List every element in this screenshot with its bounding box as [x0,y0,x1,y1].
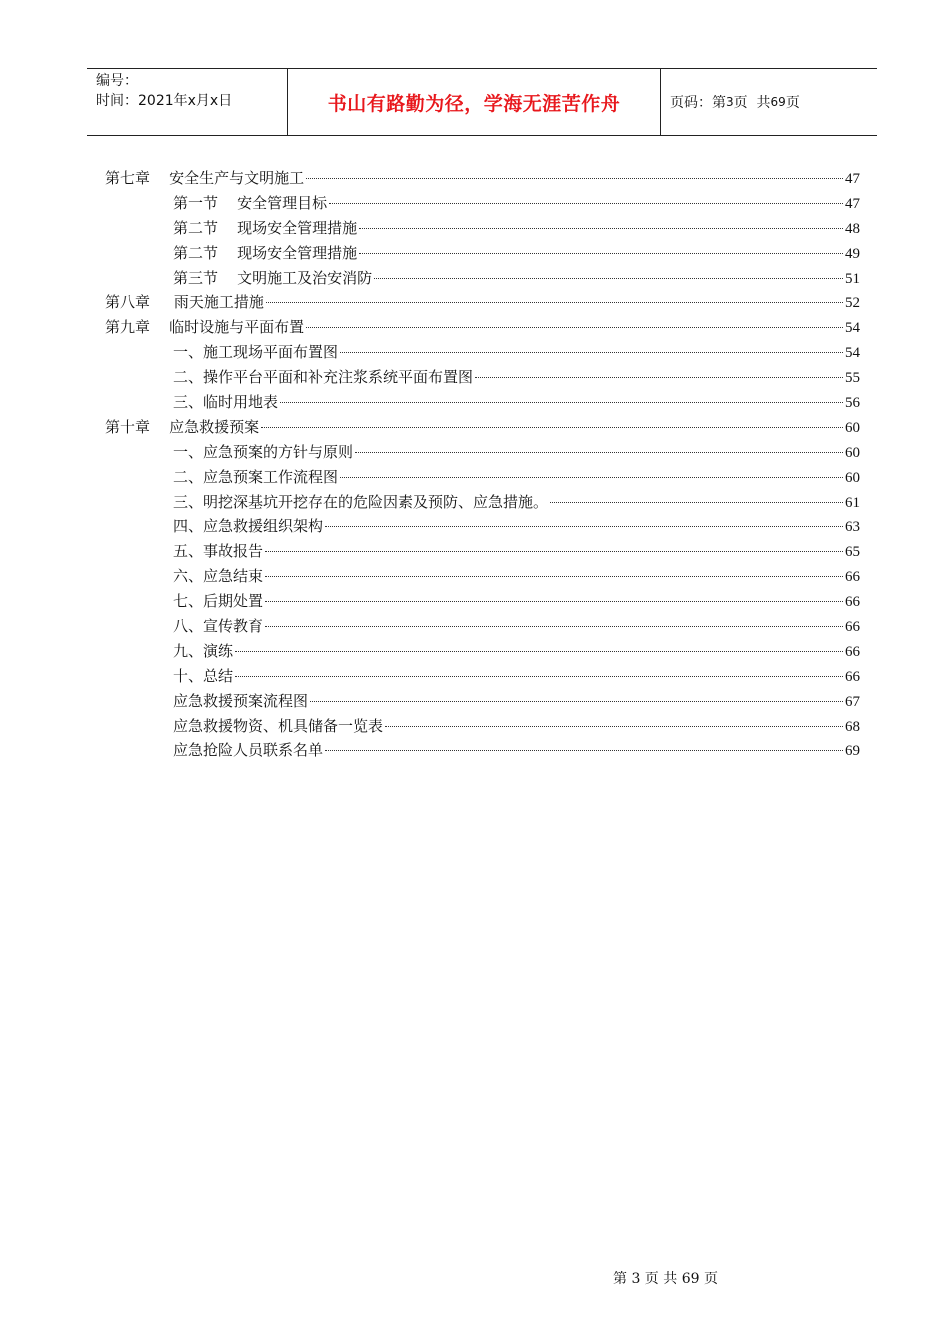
toc-entry-label: 四、应急救援组织架构 [173,517,324,536]
table-of-contents [105,166,860,763]
toc-entry-label: 第九章 临时设施与平面布置 [105,318,305,337]
toc-entry[interactable] [105,639,860,664]
toc-entry[interactable] [105,390,860,415]
toc-entry[interactable] [105,241,860,266]
header-page-mid: 页 共 [733,95,771,111]
toc-entry[interactable] [105,589,860,614]
toc-entry-page: 51 [845,270,860,287]
toc-entry-label: 第三节 文明施工及治安消防 [173,268,373,287]
toc-entry-page: 55 [845,370,860,387]
toc-entry[interactable] [105,514,860,539]
header-meta [87,69,288,135]
toc-entry-label: 五、事故报告 [173,542,264,561]
toc-dot-leader [385,726,843,727]
toc-dot-leader [306,327,843,328]
toc-entry-label: 十、总结 [173,666,234,685]
toc-entry-page: 66 [845,668,860,685]
toc-dot-leader [325,526,843,527]
toc-entry[interactable] [105,614,860,639]
toc-entry-label: 三、明挖深基坑开挖存在的危险因素及预防、应急措施。 [173,492,549,511]
toc-entry-page: 60 [845,444,860,461]
toc-entry-page: 67 [845,693,860,710]
header-motto-cell [288,69,661,135]
toc-entry[interactable] [105,266,860,291]
header-page-suffix: 页 [785,95,800,111]
toc-entry[interactable] [105,440,860,465]
toc-dot-leader [329,203,843,204]
toc-entry[interactable] [105,216,860,241]
toc-entry-label: 应急救援物资、机具储备一览表 [173,716,384,735]
toc-dot-leader [265,626,843,627]
header-time-label: 时间：2021年x月x日 [96,93,233,109]
toc-entry-label: 二、应急预案工作流程图 [173,467,339,486]
toc-dot-leader [340,352,843,353]
toc-dot-leader [355,452,843,453]
toc-entry[interactable] [105,340,860,365]
toc-dot-leader [325,750,843,751]
toc-entry[interactable] [105,738,860,763]
toc-entry-page: 49 [845,245,860,262]
toc-entry[interactable] [105,539,860,564]
toc-entry-page: 48 [845,220,860,237]
toc-entry[interactable] [105,415,860,440]
toc-dot-leader [374,278,843,279]
toc-entry[interactable] [105,290,860,315]
toc-entry-label: 第七章 安全生产与文明施工 [105,169,305,187]
toc-entry[interactable] [105,714,860,739]
toc-entry[interactable] [105,315,860,340]
toc-entry-page: 52 [845,295,860,312]
toc-dot-leader [265,576,843,577]
toc-dot-leader [340,477,843,478]
toc-entry[interactable] [105,689,860,714]
toc-dot-leader [280,402,843,403]
toc-entry-page: 60 [845,419,860,436]
toc-entry-label: 九、演练 [173,641,234,660]
toc-dot-leader [359,228,843,229]
toc-dot-leader [235,676,843,677]
toc-entry-page: 61 [845,494,860,511]
toc-entry-page: 60 [845,469,860,486]
footer-page-number: 第 3 页 共 69 页 [613,1271,718,1287]
toc-entry-page: 68 [845,718,860,735]
toc-entry-page: 66 [845,569,860,586]
toc-entry-label: 一、应急预案的方针与原则 [173,442,354,461]
toc-entry-page: 66 [845,619,860,636]
toc-dot-leader [235,651,843,652]
toc-entry[interactable] [105,564,860,589]
toc-entry-page: 63 [845,519,860,536]
toc-dot-leader [265,601,843,602]
toc-entry-page: 69 [845,743,860,760]
toc-dot-leader [265,551,843,552]
toc-dot-leader [475,377,843,378]
header-page-total: 69 [770,95,786,109]
toc-entry-page: 47 [845,195,860,212]
toc-entry-label: 第二节 现场安全管理措施 [173,218,358,237]
toc-entry-page: 47 [845,171,860,187]
toc-entry-label: 二、操作平台平面和补充注浆系统平面布置图 [173,368,474,387]
toc-entry[interactable] [105,465,860,490]
toc-entry-label: 第二节 现场安全管理措施 [173,243,358,262]
toc-entry[interactable] [105,365,860,390]
page-header [87,68,877,136]
toc-dot-leader [550,502,843,503]
toc-dot-leader [359,253,843,254]
toc-entry-label: 第一节 安全管理目标 [173,193,328,212]
toc-entry-page: 66 [845,643,860,660]
toc-entry[interactable] [105,191,860,216]
toc-entry[interactable] [105,490,860,515]
toc-entry-label: 第十章 应急救援预案 [105,417,260,436]
toc-entry[interactable] [105,166,860,191]
toc-dot-leader [261,427,843,428]
toc-entry-page: 54 [845,320,860,337]
toc-entry[interactable] [105,664,860,689]
toc-dot-leader [266,302,843,303]
header-number-label: 编号： [96,73,138,89]
toc-dot-leader [310,701,843,702]
toc-entry-page: 66 [845,594,860,611]
toc-entry-label: 三、临时用地表 [173,393,279,412]
header-motto: 书山有路勤为径，学海无涯苦作舟 [327,92,621,115]
toc-entry-page: 65 [845,544,860,561]
toc-entry-label: 第八章 雨天施工措施 [105,293,264,312]
toc-entry-label: 一、施工现场平面布置图 [173,343,339,362]
header-page-prefix: 页码：第 [670,95,726,111]
toc-entry-label: 六、应急结束 [173,567,264,586]
toc-entry-page: 56 [845,395,860,412]
toc-entry-page: 54 [845,345,860,362]
header-page-current: 3 [726,95,734,109]
toc-entry-label: 八、宣传教育 [173,617,264,636]
toc-entry-label: 七、后期处置 [173,592,264,611]
toc-entry-label: 应急救援预案流程图 [173,691,309,710]
header-page-info [661,69,877,135]
toc-dot-leader [306,178,843,179]
toc-entry-label: 应急抢险人员联系名单 [173,741,324,760]
